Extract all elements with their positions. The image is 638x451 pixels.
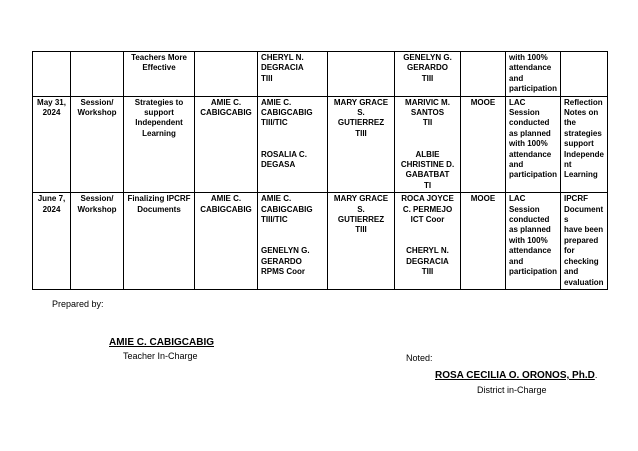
cell-line: SANTOS [410, 108, 445, 118]
cell-participant2 [395, 193, 461, 290]
cell-line: Independent [135, 118, 183, 128]
cell-line: GENELYN G. [261, 246, 310, 256]
cell-line: June 7, [37, 194, 66, 204]
cell-line: GERARDO [407, 63, 448, 73]
cell-line: Reflection [564, 97, 603, 107]
cell-line: TII [422, 118, 433, 128]
cell-line: CHERYL N. [406, 246, 449, 256]
cell-participant2 [395, 96, 461, 193]
cell-line: Session/ [80, 194, 114, 204]
cell-participant2 [395, 52, 461, 97]
table-row [33, 193, 608, 290]
cell-facilitators [258, 52, 328, 97]
cell-line: Documents [137, 204, 181, 214]
cell-line: have been [564, 225, 604, 235]
cell-line: CABIGCABIG [261, 204, 313, 214]
cell-fund [461, 52, 506, 97]
noted-by-role: District in-Charge [477, 385, 547, 395]
cell-line: DEGRACIA [406, 256, 449, 266]
noted-label: Noted: [406, 353, 433, 363]
cell-line: Independent [564, 149, 605, 170]
cell-line: attendance [509, 246, 552, 256]
cell-line: GENELYN G. [403, 53, 452, 62]
cell-line: TIII [355, 225, 367, 235]
cell-line: strategies [564, 128, 602, 138]
cell-line: ROSALIA C. [261, 149, 307, 159]
cell-line: with 100% [509, 139, 548, 149]
cell-line: as planned [509, 128, 551, 138]
cell-line: Workshop [77, 204, 117, 214]
cell-line: conducted [509, 118, 550, 128]
cell-line: Learning [142, 128, 176, 138]
cell-line: Learning [564, 170, 598, 180]
cell-line: MOOE [470, 194, 496, 204]
noted-by-name: ROSA CECILIA O. ORONOS, Ph.D [435, 370, 595, 381]
cell-line: Strategies to [134, 97, 184, 107]
cell-lead [195, 193, 258, 290]
cell-participant1 [328, 52, 395, 97]
table-row [33, 96, 608, 193]
cell-line: support [144, 108, 174, 118]
cell-line: TIII/TIC [261, 215, 288, 225]
cell-fund [461, 96, 506, 193]
cell-line: Session/ [80, 97, 114, 107]
cell-title [124, 96, 195, 193]
cell-line: and [509, 256, 524, 266]
cell-lead [195, 52, 258, 97]
cell-line: ROCA JOYCE [401, 194, 454, 204]
cell-line: IPCRF [564, 194, 588, 204]
cell-line: Effective [142, 63, 176, 73]
prepared-by-role: Teacher In-Charge [123, 351, 198, 361]
cell-line: TIII/TIC [261, 118, 288, 128]
cell-line: CHERYL N. [261, 53, 304, 62]
cell-line: Finalizing IPCRF [127, 194, 191, 204]
cell-line: 2024 [42, 108, 61, 118]
cell-line: Notes on the [564, 108, 599, 128]
cell-line: Teachers More [131, 53, 187, 62]
cell-activity [71, 96, 124, 193]
cell-line: GUTIERREZ [337, 118, 385, 128]
cell-line: with 100% [509, 53, 548, 62]
cell-title [124, 193, 195, 290]
table-row [33, 52, 608, 97]
cell-line: participation [509, 267, 558, 277]
cell-remarks [561, 96, 608, 193]
cell-line: LAC Session [509, 97, 540, 118]
cell-line: ALBIE [415, 149, 440, 159]
cell-line: attendance [509, 63, 552, 73]
cell-line: CABIGCABIG [200, 108, 252, 118]
cell-line: participation [509, 84, 558, 94]
noted-by-name-suffix: . [594, 370, 598, 380]
cell-activity [71, 52, 124, 97]
cell-line: MARY GRACE S. [333, 194, 389, 214]
cell-line: C. PERMEJO [402, 204, 453, 214]
cell-facilitators [258, 193, 328, 290]
cell-line: evaluation [564, 277, 604, 287]
lac-plan-table [32, 51, 608, 290]
cell-line: AMIE C. [210, 97, 242, 107]
cell-line: TIII [421, 73, 434, 83]
cell-line: and [509, 160, 524, 170]
cell-fund [461, 193, 506, 290]
cell-line: DEGRACIA [261, 63, 304, 73]
cell-line: as planned [509, 225, 551, 235]
cell-line: CABIGCABIG [200, 204, 252, 214]
noted-name-line [435, 370, 597, 381]
cell-remarks [561, 52, 608, 97]
cell-line: conducted [509, 215, 550, 225]
cell-date [33, 96, 71, 193]
cell-line: AMIE C. [261, 194, 292, 204]
cell-date [33, 193, 71, 290]
cell-output [506, 96, 561, 193]
cell-line: RPMS Coor [261, 267, 305, 277]
cell-line: TIII [421, 267, 434, 277]
cell-line: Documents [564, 204, 604, 225]
cell-line: ICT Coor [410, 215, 445, 225]
cell-line: MARIVIC M. [405, 97, 450, 107]
cell-line: support [564, 139, 594, 149]
cell-line: MARY GRACE S. [333, 97, 389, 118]
cell-line: May 31, [37, 97, 66, 107]
cell-line: CHRISTINE D. [400, 160, 455, 170]
cell-line: TI [423, 180, 432, 190]
cell-line: LAC Session [509, 194, 540, 214]
cell-line: AMIE C. [261, 97, 292, 107]
cell-participant1 [328, 193, 395, 290]
cell-date [33, 52, 71, 97]
cell-output [506, 193, 561, 290]
prepared-by-label: Prepared by: [52, 299, 104, 309]
cell-line: with 100% [509, 235, 548, 245]
cell-line: and [509, 73, 524, 83]
cell-line: TIII [261, 73, 273, 83]
cell-line: Workshop [77, 108, 117, 118]
cell-line: GERARDO [261, 256, 302, 266]
cell-participant1 [328, 96, 395, 193]
cell-line: prepared for [564, 235, 599, 256]
cell-facilitators [258, 96, 328, 193]
cell-line: CABIGCABIG [261, 108, 313, 118]
cell-output [506, 52, 561, 97]
cell-line: AMIE C. [210, 194, 242, 204]
cell-line: attendance [509, 149, 552, 159]
cell-lead [195, 96, 258, 193]
cell-line: GUTIERREZ [337, 215, 385, 225]
cell-line: MOOE [470, 97, 496, 107]
cell-line: participation [509, 170, 558, 180]
cell-line: GABATBAT [405, 170, 450, 180]
cell-title [124, 52, 195, 97]
cell-line: checking and [564, 256, 599, 277]
cell-remarks [561, 193, 608, 290]
cell-line: DEGASA [261, 160, 296, 170]
cell-line: 2024 [42, 204, 61, 214]
cell-line: TIII [355, 128, 367, 138]
prepared-by-name: AMIE C. CABIGCABIG [109, 337, 214, 348]
cell-activity [71, 193, 124, 290]
